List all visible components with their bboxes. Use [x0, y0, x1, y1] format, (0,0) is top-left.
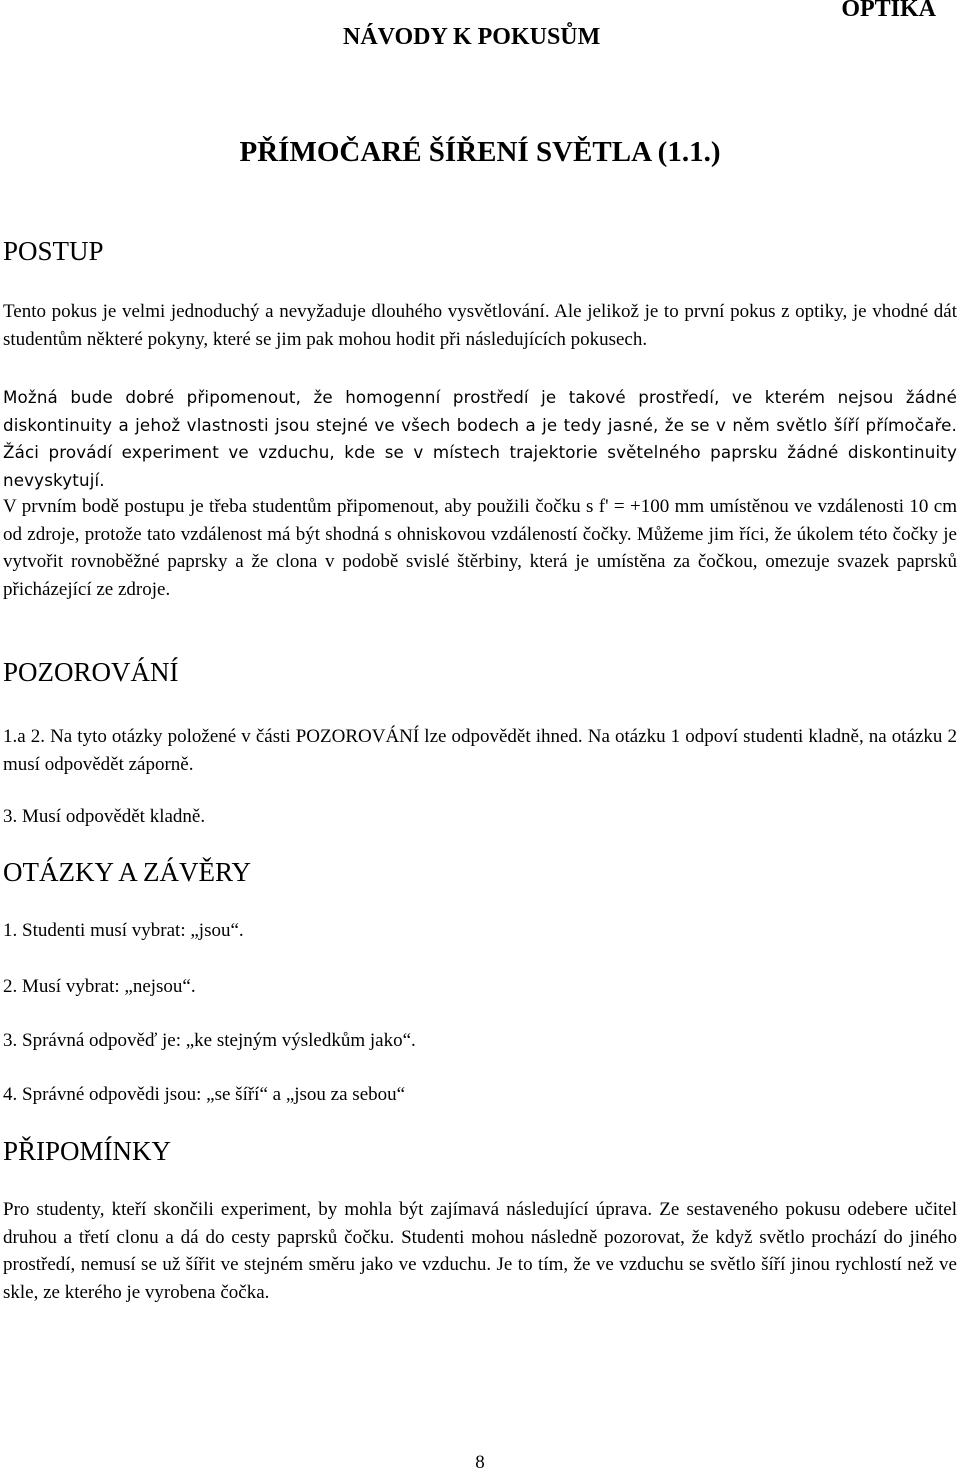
heading-pripominky: PŘIPOMÍNKY	[3, 1136, 172, 1166]
page-title: PŘÍMOČARÉ ŠÍŘENÍ SVĚTLA (1.1.)	[239, 136, 721, 168]
otazky-item-4: 4. Správné odpovědi jsou: „se šíří“ a „jsou za sebou“	[3, 1084, 406, 1105]
postup-paragraph-3: V prvním bodě postupu je třeba studentům připomenout, aby použili čočku s f' = +100 mm umístěnou ve vzdálenosti 10 cm od zdroje, protože tato vzdálenost má být shodná s ohniskovou vzdáleností čočky. Můžeme jim říci, že úkolem této čočky je vytvořit rovnoběžné paprsky a že clona v podobě svislé štěrbiny, která je umístěna za čočkou, omezuje svazek paprsků přicházející ze zdroje.	[3, 496, 957, 600]
postup-paragraph-2b: Žáci provádí experiment ve vzduchu, kde se v místech trajektorie světelného paprsku žádné diskontinuity nevyskytují.	[3, 442, 957, 490]
otazky-item-3: 3. Správná odpověď je: „ke stejným výsledkům jako“.	[3, 1030, 416, 1051]
header-series: NÁVODY K POKUSŮM	[343, 24, 601, 50]
pozorovani-paragraph-1: 1.a 2. Na tyto otázky položené v části POZOROVÁNÍ lze odpovědět ihned. Na otázku 1 odpoví studenti kladně, na otázku 2 musí odpovědět záporně.	[3, 726, 957, 775]
heading-otazky: OTÁZKY A ZÁVĚRY	[3, 857, 251, 887]
otazky-item-1: 1. Studenti musí vybrat: „jsou“.	[3, 920, 244, 941]
postup-paragraph-1: Tento pokus je velmi jednoduchý a nevyžaduje dlouhého vysvětlování. Ale jelikož je to první pokus z optiky, je vhodné dát studentům některé pokyny, které se jim pak mohou hodit při následujících pokusech.	[3, 301, 957, 350]
pozorovani-paragraph-2: 3. Musí odpovědět kladně.	[3, 806, 206, 827]
heading-pozorovani: POZOROVÁNÍ	[3, 657, 179, 687]
pripominky-paragraph: Pro studenty, kteří skončili experiment, by mohla být zajímavá následující úprava. Ze sestaveného pokusu odebere učitel druhou a třetí clonu a dá do cesty paprsků čočku. Studenti mohou následně pozorovat, že když světlo prochází do jiného prostředí, nemusí se už šířit ve stejném směru jako ve vzduchu. Je to tím, že ve vzduchu se světlo šíří jinou rychlostí než ve skle, ze kterého je vyrobena čočka.	[3, 1199, 957, 1303]
otazky-item-2: 2. Musí vybrat: „nejsou“.	[3, 976, 196, 997]
header-section: OPTIKA	[841, 0, 936, 22]
postup-paragraph-2	[3, 384, 957, 494]
page-number: 8	[475, 1452, 485, 1473]
postup-paragraph-2a: Možná bude dobré připomenout, že homogenní prostředí je takové prostředí, ve kterém nejsou žádné diskontinuity a jehož vlastnosti jsou stejné ve všech bodech a je tedy jasné, že se v něm světlo šíří přímočaře.	[3, 387, 957, 435]
heading-postup: POSTUP	[3, 236, 104, 266]
